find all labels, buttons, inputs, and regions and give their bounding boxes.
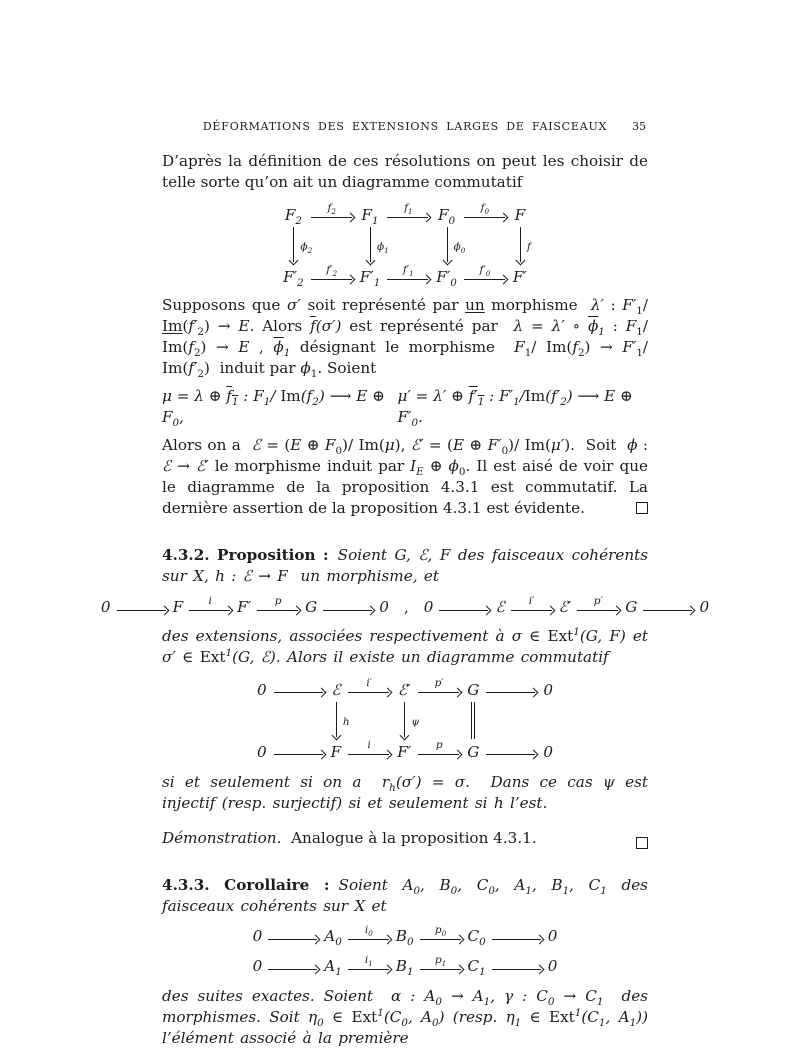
paragraph-demonstration: Démonstration. Analogue à la proposition 4.3.1. bbox=[162, 829, 537, 847]
exact-sequence-1 bbox=[162, 953, 648, 979]
sequence-term: $B_1$ bbox=[395, 957, 414, 979]
diagram-extension-morphism bbox=[162, 677, 648, 762]
right-arrow-icon bbox=[510, 594, 554, 617]
diagram-node: $F_0$ bbox=[438, 206, 456, 228]
right-arrow-icon bbox=[485, 743, 537, 761]
page-content bbox=[100, 120, 710, 1049]
diagram-node: 0 bbox=[543, 743, 554, 761]
arrow-label: $p_1$ bbox=[434, 953, 447, 968]
right-arrow-icon bbox=[463, 202, 507, 224]
sequence-term: ℰ bbox=[495, 598, 505, 616]
sequence-term: 0 bbox=[100, 598, 111, 616]
sequence-term: 0 bbox=[252, 927, 263, 945]
right-arrow-icon bbox=[267, 958, 319, 976]
right-arrow-icon bbox=[347, 677, 391, 699]
arrow-label: $\phi_0$ bbox=[453, 241, 466, 256]
diagram-resolutions bbox=[162, 202, 648, 290]
arrow-label: $\phi_1$ bbox=[376, 241, 389, 256]
diagram-node: G bbox=[467, 743, 480, 761]
qed-square-icon bbox=[636, 837, 648, 849]
sequence-term: G bbox=[625, 598, 638, 616]
sequence-term: G bbox=[305, 598, 318, 616]
down-arrow-icon bbox=[394, 700, 420, 742]
sequence-term: 0 bbox=[547, 927, 558, 945]
right-arrow-icon bbox=[310, 264, 354, 286]
arrow-label: p′ bbox=[434, 677, 444, 689]
diagram-node: ℰ bbox=[331, 681, 341, 699]
right-arrow-icon bbox=[642, 599, 694, 617]
arrow-label: $\phi_2$ bbox=[300, 241, 313, 256]
sequence-term: $A_1$ bbox=[324, 957, 342, 979]
sequence-term: 0 bbox=[252, 957, 263, 975]
sequence-term: ℰ′ bbox=[558, 598, 572, 616]
arrow-label: $i_0$ bbox=[364, 923, 373, 938]
diagram-node: 0 bbox=[256, 743, 267, 761]
down-arrow-icon bbox=[433, 225, 466, 267]
diagram-node: $F'_2$ bbox=[283, 268, 304, 290]
diagram-node: $F_2$ bbox=[284, 206, 302, 228]
right-arrow-icon bbox=[485, 681, 537, 699]
arrow-label: i′ bbox=[528, 594, 535, 607]
right-arrow-icon bbox=[347, 739, 391, 761]
paragraph-supposons: Supposons que σ′ soit représenté par un morphisme λ′ : $F'_1/$ $Im(f'_2) \to E$. Alors $\overline{f}(\sigma')$ est représenté par λ = λ′ ∘ $\overline{\phi}_1$ : $F_1/$ $Im(f_2) \to E$ , $\overline{\phi}_1$ désignant le morphisme $F_1/$ $Im(f_2) \to F'_1/$ $Im(f'_2)$ induit par $\phi_1$. Soient bbox=[162, 296, 649, 381]
proposition-heading: 4.3.2. Proposition : bbox=[162, 546, 329, 564]
sequence-term: 0 bbox=[547, 957, 558, 975]
right-arrow-icon bbox=[491, 958, 543, 976]
right-arrow-icon bbox=[419, 923, 463, 946]
sequence-term: $C_0$ bbox=[467, 927, 486, 949]
right-arrow-icon bbox=[463, 264, 507, 286]
paragraph-alors: Alors on a ℰ = (E ⊕ $F_0)/$ Im(μ), ℰ′ = (E ⊕ $F'_0)/$ Im(μ′). Soit ϕ : ℰ → ℰ′ le morphisme induit par $I_E$ ⊕ $\phi_0$. Il est aisé de voir que le diagramme de la proposition 4.3.1 est commutatif. La dernière assertion de la proposition 4.3.1 est évidente. bbox=[162, 436, 648, 517]
formula-mu-left: μ = λ ⊕ $f_1$ : $F_1/$ $Im(f_2)$ ⟶ E ⊕ $F_0$, bbox=[162, 387, 385, 430]
exact-sequence bbox=[422, 594, 711, 618]
sequence-term: $B_0$ bbox=[395, 927, 414, 949]
running-header bbox=[162, 120, 648, 133]
arrow-label: $f_0$ bbox=[480, 202, 490, 217]
right-arrow-icon bbox=[273, 681, 325, 699]
formula-mu-right: μ′ = λ′ ⊕ $f'_1$ : $F'_1/Im(f'_2)$ ⟶ E ⊕ $F'_0$. bbox=[397, 387, 633, 430]
running-header-title: DÉFORMATIONS DES EXTENSIONS LARGES DE FAISCEAUX bbox=[202, 120, 608, 133]
proposition-body: Soient G, ℰ, F des faisceaux cohérents sur X, h : ℰ → F un morphisme, et bbox=[162, 546, 648, 585]
paragraph-final: des suites exactes. Soient α : $A_0 \to A_1$, γ : $C_0 \to C_1$ des morphismes. Soit $\eta_0$ ∈ $Ext^1(C_0$, $A_0$) (resp. $\eta_1$ ∈ $Ext^1(C_1$, $A_1$)) l’élément associé à la première bbox=[162, 987, 648, 1047]
right-arrow-icon bbox=[267, 928, 319, 946]
paragraph-extensions: des extensions, associées respectivement à σ ∈ Ext$^1$(G, F) et σ′ ∈ Ext$^1$(G, ℰ). Alors il existe un diagramme commutatif bbox=[162, 625, 648, 666]
right-arrow-icon bbox=[116, 599, 168, 617]
arrow-label: $f'_0$ bbox=[479, 264, 491, 279]
exact-sequence-0 bbox=[162, 923, 648, 949]
diagram-node: G bbox=[467, 681, 480, 699]
sequence-separator: , bbox=[403, 598, 409, 616]
section-4-3-2 bbox=[162, 545, 648, 587]
paragraph-condition: si et seulement si on a $r_h(\sigma') = \sigma$. Dans ce cas ψ est injectif (resp. surjectif) si et seulement si h l’est. bbox=[162, 773, 648, 812]
right-arrow-icon bbox=[322, 599, 374, 617]
right-arrow-icon bbox=[576, 594, 620, 617]
diagram-node: $F'_1$ bbox=[359, 268, 381, 290]
right-arrow-icon bbox=[417, 677, 461, 699]
diagram-node: F bbox=[330, 743, 342, 761]
diagram-node: ℰ′ bbox=[397, 681, 411, 699]
right-arrow-icon bbox=[347, 953, 391, 976]
extension-sequences-line bbox=[100, 594, 710, 618]
right-arrow-icon bbox=[491, 928, 543, 946]
sequence-term: F′ bbox=[237, 598, 252, 616]
right-arrow-icon bbox=[347, 923, 391, 946]
arrow-label: i′ bbox=[366, 677, 373, 689]
down-arrow-icon bbox=[510, 225, 530, 267]
diagram-node: 0 bbox=[543, 681, 554, 699]
paragraph-demonstration-line bbox=[162, 828, 648, 849]
sequence-term: $A_0$ bbox=[324, 927, 342, 949]
page-number: 35 bbox=[632, 120, 646, 133]
qed-square-icon bbox=[636, 502, 648, 514]
arrow-label: ψ bbox=[411, 716, 420, 728]
down-arrow-icon bbox=[280, 225, 313, 267]
display-formula-mu bbox=[162, 386, 648, 428]
section-4-3-3 bbox=[162, 875, 648, 917]
sequence-term: $C_1$ bbox=[467, 957, 486, 979]
arrow-label: p bbox=[435, 739, 443, 751]
sequence-term: 0 bbox=[423, 598, 434, 616]
right-arrow-icon bbox=[273, 743, 325, 761]
diagram-node: F bbox=[514, 206, 526, 224]
right-arrow-icon bbox=[188, 594, 232, 617]
arrow-label: p′ bbox=[593, 594, 603, 607]
arrow-label: i bbox=[208, 594, 212, 607]
arrow-label: $f_2$ bbox=[327, 202, 336, 217]
arrow-label: $f'_1$ bbox=[402, 264, 414, 279]
diagram-node: $F_1$ bbox=[361, 206, 379, 228]
corollaire-body: Soient $A_0$, $B_0$, $C_0$, $A_1$, $B_1$, $C_1$ des faisceaux cohérents sur X et bbox=[162, 876, 648, 915]
right-arrow-icon bbox=[419, 953, 463, 976]
arrow-label: i bbox=[367, 739, 371, 751]
corollaire-heading: 4.3.3. Corollaire : bbox=[162, 876, 330, 894]
arrow-label: $f_1$ bbox=[404, 202, 413, 217]
diagram-node: F′ bbox=[397, 743, 412, 761]
diagram-node: 0 bbox=[256, 681, 267, 699]
arrow-label: h bbox=[342, 716, 350, 728]
diagram-node: F′ bbox=[512, 268, 527, 286]
down-arrow-icon bbox=[328, 700, 350, 742]
arrow-label: $i_1$ bbox=[364, 953, 373, 968]
paragraph-alors-wrap bbox=[162, 435, 648, 519]
right-arrow-icon bbox=[386, 264, 430, 286]
arrow-label: p bbox=[274, 594, 282, 607]
arrow-label: f bbox=[526, 241, 531, 253]
right-arrow-icon bbox=[417, 739, 461, 761]
down-arrow-icon bbox=[357, 225, 389, 267]
sequence-term: 0 bbox=[379, 598, 389, 616]
right-arrow-icon bbox=[438, 599, 490, 617]
paragraph-intro: D’après la définition de ces résolutions on peut les choisir de telle sorte qu’on ait un diagramme commutatif bbox=[162, 152, 648, 191]
right-arrow-icon bbox=[310, 202, 354, 224]
equals-bars-icon bbox=[464, 700, 482, 742]
exact-sequence bbox=[99, 594, 391, 618]
sequence-term: F bbox=[172, 598, 184, 616]
diagram-node: $F'_0$ bbox=[436, 268, 457, 290]
arrow-label: $f'_2$ bbox=[326, 264, 338, 279]
sequence-term: 0 bbox=[699, 598, 710, 616]
right-arrow-icon bbox=[386, 202, 430, 224]
right-arrow-icon bbox=[256, 594, 300, 617]
arrow-label: $p_0$ bbox=[434, 923, 447, 938]
